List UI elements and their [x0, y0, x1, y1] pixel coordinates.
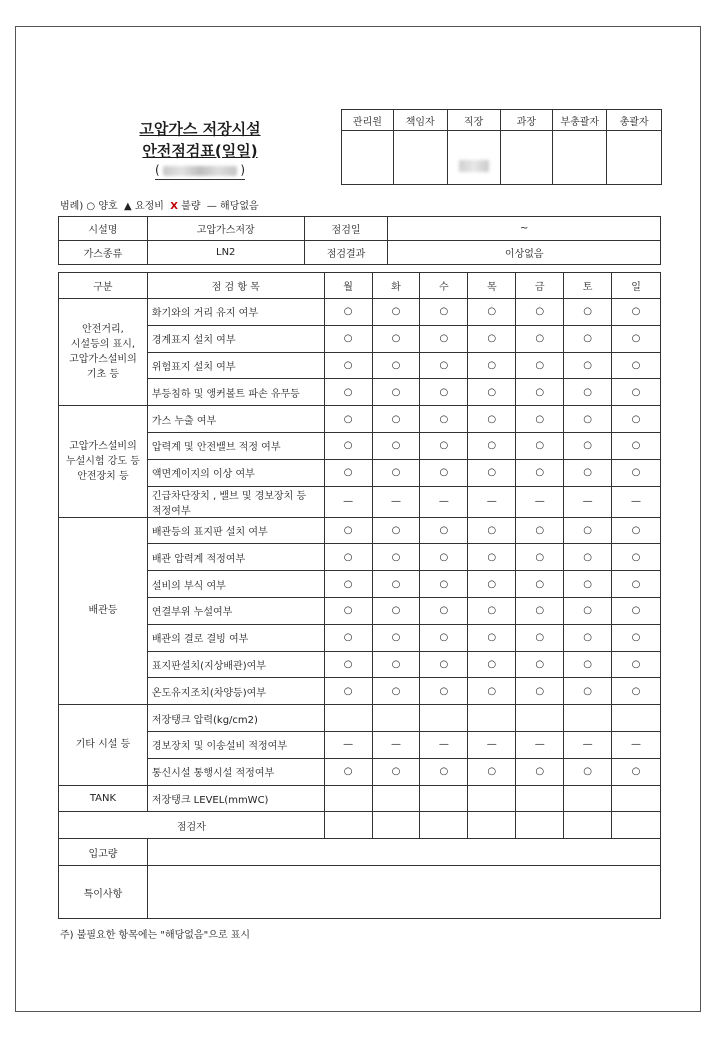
table-row: [59, 839, 661, 866]
check-mark-cell[interactable]: ○: [468, 597, 516, 624]
check-mark-cell[interactable]: ○: [612, 597, 661, 624]
footnote: 주) 불필요한 항목에는 "해당없음"으로 표시: [60, 930, 251, 941]
table-row: [59, 325, 661, 352]
column-header-day: 금: [516, 273, 564, 299]
check-mark-cell[interactable]: ○: [468, 432, 516, 459]
check-mark-cell[interactable]: ○: [612, 325, 661, 352]
facility-value[interactable]: 고압가스저장: [147, 217, 304, 241]
check-item-label: 압력계 및 안전밸브 적정 여부: [147, 432, 324, 459]
check-mark-cell[interactable]: —: [612, 486, 661, 517]
inspector-signature-cell[interactable]: [516, 812, 564, 839]
check-mark-cell[interactable]: ○: [324, 299, 372, 326]
redacted-date-blur: [163, 166, 237, 176]
check-mark-cell[interactable]: ○: [372, 379, 420, 406]
check-mark-cell[interactable]: ○: [564, 406, 612, 433]
check-mark-cell[interactable]: [324, 705, 372, 732]
check-mark-cell[interactable]: ○: [516, 678, 564, 705]
check-mark-cell[interactable]: ○: [420, 299, 468, 326]
check-mark-cell[interactable]: ○: [372, 678, 420, 705]
check-item-label: 배관등의 표지판 설치 여부: [147, 517, 324, 544]
check-mark-cell[interactable]: ○: [324, 758, 372, 785]
check-mark-cell[interactable]: ○: [372, 758, 420, 785]
approval-header-director: 총괄자: [607, 110, 662, 131]
check-mark-cell[interactable]: ○: [564, 597, 612, 624]
attention-symbol-icon: ▲: [124, 201, 132, 212]
check-mark-cell[interactable]: ○: [372, 352, 420, 379]
category-cell: 기타 시설 등: [59, 705, 148, 785]
check-mark-cell[interactable]: ○: [612, 517, 661, 544]
check-mark-cell[interactable]: ○: [468, 544, 516, 571]
check-mark-cell[interactable]: [516, 785, 564, 812]
document-title-line1: 고압가스 저장시설: [139, 120, 261, 138]
legend: 범례) ○ 양호 ▲ 요정비 X 불량 — 해당없음: [60, 201, 259, 212]
check-mark-cell[interactable]: ○: [372, 624, 420, 651]
check-mark-cell[interactable]: ○: [324, 571, 372, 598]
check-mark-cell[interactable]: [324, 785, 372, 812]
check-item-label: 경보장치 및 이송설비 적정여부: [147, 731, 324, 758]
inspection-date-value[interactable]: ~: [388, 217, 661, 241]
na-symbol-icon: —: [206, 201, 217, 212]
check-mark-cell[interactable]: ○: [420, 459, 468, 486]
check-mark-cell[interactable]: ○: [564, 758, 612, 785]
approval-signature-table: [341, 109, 662, 185]
check-mark-cell[interactable]: ○: [420, 651, 468, 678]
signature-box[interactable]: [500, 131, 553, 185]
check-mark-cell[interactable]: ○: [324, 544, 372, 571]
check-mark-cell[interactable]: ○: [372, 544, 420, 571]
column-header-day: 월: [324, 273, 372, 299]
check-mark-cell[interactable]: ○: [324, 459, 372, 486]
check-mark-cell[interactable]: —: [372, 731, 420, 758]
good-symbol-icon: ○: [86, 201, 96, 212]
check-mark-cell[interactable]: ○: [564, 544, 612, 571]
table-row: [59, 406, 661, 433]
check-item-label: 경계표지 설치 여부: [147, 325, 324, 352]
check-mark-cell[interactable]: ○: [420, 517, 468, 544]
check-mark-cell[interactable]: [516, 705, 564, 732]
check-mark-cell[interactable]: ○: [612, 459, 661, 486]
check-mark-cell[interactable]: ○: [516, 379, 564, 406]
column-header-day: 목: [468, 273, 516, 299]
check-mark-cell[interactable]: ○: [564, 325, 612, 352]
check-mark-cell[interactable]: ○: [324, 352, 372, 379]
check-mark-cell[interactable]: ○: [516, 352, 564, 379]
check-mark-cell[interactable]: [372, 705, 420, 732]
signature-box[interactable]: [342, 131, 394, 185]
check-mark-cell[interactable]: ○: [516, 325, 564, 352]
inspection-result-value[interactable]: 이상없음: [388, 241, 661, 265]
inspection-date-redacted: ( ): [155, 163, 245, 180]
check-mark-cell[interactable]: ○: [420, 379, 468, 406]
gas-type-label: 가스종류: [59, 241, 148, 265]
check-mark-cell[interactable]: ○: [468, 352, 516, 379]
check-mark-cell[interactable]: ○: [612, 379, 661, 406]
table-row: [59, 705, 661, 732]
bad-symbol-icon: X: [170, 201, 178, 212]
check-item-label: 연결부위 누설여부: [147, 597, 324, 624]
table-row: [59, 459, 661, 486]
table-row: [59, 299, 661, 326]
check-mark-cell[interactable]: ○: [420, 758, 468, 785]
signature-box[interactable]: [553, 131, 607, 185]
check-mark-cell[interactable]: —: [564, 486, 612, 517]
table-row: [59, 651, 661, 678]
check-item-label: 설비의 부식 여부: [147, 571, 324, 598]
check-mark-cell[interactable]: ○: [372, 299, 420, 326]
check-mark-cell[interactable]: —: [324, 731, 372, 758]
check-mark-cell[interactable]: ○: [420, 406, 468, 433]
table-row: [59, 486, 661, 517]
check-item-label: 표지판설치(지상배관)여부: [147, 651, 324, 678]
approval-header-foreman: 직장: [447, 110, 500, 131]
check-mark-cell[interactable]: ○: [468, 571, 516, 598]
check-item-label: 긴급차단장치 , 밸브 및 경보장치 등 적정여부: [147, 486, 324, 517]
table-row: [59, 785, 661, 812]
check-mark-cell[interactable]: ○: [468, 459, 516, 486]
check-mark-cell[interactable]: —: [420, 486, 468, 517]
check-mark-cell[interactable]: ○: [612, 406, 661, 433]
check-mark-cell[interactable]: ○: [612, 758, 661, 785]
check-mark-cell[interactable]: ○: [612, 571, 661, 598]
check-mark-cell[interactable]: ○: [564, 299, 612, 326]
check-mark-cell[interactable]: ○: [420, 597, 468, 624]
check-mark-cell[interactable]: ○: [516, 299, 564, 326]
gas-type-value[interactable]: LN2: [147, 241, 304, 265]
check-mark-cell[interactable]: [612, 785, 661, 812]
check-mark-cell[interactable]: ○: [420, 544, 468, 571]
check-mark-cell[interactable]: ○: [564, 678, 612, 705]
table-row: [59, 517, 661, 544]
table-row: [59, 352, 661, 379]
check-mark-cell[interactable]: ○: [564, 624, 612, 651]
check-item-label: 통신시설 통행시설 적정여부: [147, 758, 324, 785]
check-item-label: 가스 누출 여부: [147, 406, 324, 433]
approval-header-responsible: 책임자: [393, 110, 447, 131]
check-item-label: 온도유지조치(차양등)여부: [147, 678, 324, 705]
check-mark-cell[interactable]: ○: [564, 651, 612, 678]
inspector-label: 점검자: [59, 812, 325, 839]
check-item-label: 배관의 결로 결빙 여부: [147, 624, 324, 651]
signature-box[interactable]: [393, 131, 447, 185]
table-row: [59, 544, 661, 571]
category-cell: 배관등: [59, 517, 148, 705]
table-row: [59, 624, 661, 651]
check-mark-cell[interactable]: ○: [324, 325, 372, 352]
check-mark-cell[interactable]: ○: [372, 325, 420, 352]
check-mark-cell[interactable]: ○: [468, 406, 516, 433]
check-mark-cell[interactable]: ○: [612, 299, 661, 326]
column-header-day: 일: [612, 273, 661, 299]
check-mark-cell[interactable]: [612, 705, 661, 732]
category-cell: 안전거리, 시설등의 표시, 고압가스설비의 기초 등: [59, 299, 148, 406]
signature-box[interactable]: [607, 131, 662, 185]
check-mark-cell[interactable]: ○: [612, 651, 661, 678]
check-mark-cell[interactable]: ○: [468, 678, 516, 705]
check-mark-cell[interactable]: ○: [516, 571, 564, 598]
table-row: [59, 812, 661, 839]
check-mark-cell[interactable]: ○: [420, 432, 468, 459]
table-row: [59, 597, 661, 624]
check-mark-cell[interactable]: ○: [372, 459, 420, 486]
approval-header-manager: 관리원: [342, 110, 394, 131]
check-mark-cell[interactable]: [564, 785, 612, 812]
check-mark-cell[interactable]: ○: [564, 379, 612, 406]
check-mark-cell[interactable]: —: [516, 731, 564, 758]
intake-value-cell[interactable]: [147, 839, 660, 866]
check-mark-cell[interactable]: ○: [468, 379, 516, 406]
table-row: [59, 866, 661, 919]
check-mark-cell[interactable]: ○: [564, 517, 612, 544]
check-mark-cell[interactable]: ○: [372, 517, 420, 544]
check-mark-cell[interactable]: —: [468, 486, 516, 517]
check-mark-cell[interactable]: ○: [372, 571, 420, 598]
check-mark-cell[interactable]: ○: [420, 325, 468, 352]
check-mark-cell[interactable]: ○: [372, 406, 420, 433]
check-mark-cell[interactable]: ○: [516, 459, 564, 486]
check-mark-cell[interactable]: ○: [516, 597, 564, 624]
column-header-day: 토: [564, 273, 612, 299]
inspection-result-label: 점검결과: [304, 241, 388, 265]
intake-label: 입고량: [59, 839, 148, 866]
approval-header-section-chief: 과장: [500, 110, 553, 131]
check-mark-cell[interactable]: —: [564, 731, 612, 758]
inspector-signature-cell[interactable]: [324, 812, 372, 839]
check-mark-cell[interactable]: ○: [516, 432, 564, 459]
column-header-day: 수: [420, 273, 468, 299]
check-mark-cell[interactable]: ○: [612, 432, 661, 459]
check-mark-cell[interactable]: ○: [516, 544, 564, 571]
check-mark-cell[interactable]: ○: [516, 624, 564, 651]
check-item-label: 저장탱크 압력(kg/cm2): [147, 705, 324, 732]
check-mark-cell[interactable]: [420, 705, 468, 732]
inspection-date-label: 점검일: [304, 217, 388, 241]
check-mark-cell[interactable]: ○: [324, 624, 372, 651]
check-mark-cell[interactable]: ○: [516, 517, 564, 544]
check-mark-cell[interactable]: ○: [612, 678, 661, 705]
check-mark-cell[interactable]: ○: [612, 352, 661, 379]
check-mark-cell[interactable]: ○: [324, 432, 372, 459]
check-mark-cell[interactable]: ○: [516, 651, 564, 678]
check-item-label: 배관 압력계 적정여부: [147, 544, 324, 571]
inspector-signature-cell[interactable]: [420, 812, 468, 839]
check-item-label: 위험표지 설치 여부: [147, 352, 324, 379]
check-mark-cell[interactable]: ○: [324, 406, 372, 433]
table-row: [59, 731, 661, 758]
inspection-checklist-table: [58, 272, 661, 919]
check-mark-cell[interactable]: ○: [324, 517, 372, 544]
table-row: [59, 678, 661, 705]
check-mark-cell[interactable]: ○: [468, 651, 516, 678]
check-mark-cell[interactable]: ○: [372, 432, 420, 459]
check-mark-cell[interactable]: ○: [324, 678, 372, 705]
column-header-category: 구분: [59, 273, 148, 299]
check-mark-cell[interactable]: ○: [516, 406, 564, 433]
table-row: [59, 571, 661, 598]
check-mark-cell[interactable]: ○: [612, 624, 661, 651]
check-mark-cell[interactable]: ○: [420, 571, 468, 598]
check-mark-cell[interactable]: ○: [564, 571, 612, 598]
check-mark-cell[interactable]: ○: [468, 517, 516, 544]
check-mark-cell[interactable]: ○: [420, 352, 468, 379]
check-mark-cell[interactable]: [468, 785, 516, 812]
check-mark-cell[interactable]: [372, 785, 420, 812]
check-mark-cell[interactable]: —: [420, 731, 468, 758]
check-mark-cell[interactable]: ○: [468, 325, 516, 352]
check-mark-cell[interactable]: —: [324, 486, 372, 517]
inspector-signature-cell[interactable]: [372, 812, 420, 839]
check-mark-cell[interactable]: ○: [468, 299, 516, 326]
check-mark-cell[interactable]: ○: [612, 544, 661, 571]
signature-box[interactable]: [447, 131, 500, 185]
check-mark-cell[interactable]: ○: [564, 352, 612, 379]
check-mark-cell[interactable]: ○: [372, 597, 420, 624]
check-mark-cell[interactable]: ○: [372, 651, 420, 678]
category-cell: 고압가스설비의 누설시험 강도 등 안전장치 등: [59, 406, 148, 517]
check-mark-cell[interactable]: ○: [324, 651, 372, 678]
table-row: [59, 379, 661, 406]
check-mark-cell[interactable]: ○: [564, 459, 612, 486]
approval-header-deputy-director: 부총괄자: [553, 110, 607, 131]
check-mark-cell[interactable]: —: [612, 731, 661, 758]
column-header-item: 점 검 항 목: [147, 273, 324, 299]
check-item-label: 부등침하 및 앵커볼트 파손 유무등: [147, 379, 324, 406]
check-mark-cell[interactable]: ○: [468, 624, 516, 651]
table-row: [59, 758, 661, 785]
check-mark-cell[interactable]: [468, 705, 516, 732]
inspector-signature-cell[interactable]: [564, 812, 612, 839]
document-title-line2: 안전점검표(일일): [142, 142, 258, 160]
check-mark-cell[interactable]: ○: [468, 758, 516, 785]
check-mark-cell[interactable]: —: [372, 486, 420, 517]
column-header-day: 화: [372, 273, 420, 299]
facility-label: 시설명: [59, 217, 148, 241]
check-mark-cell[interactable]: ○: [420, 678, 468, 705]
check-mark-cell[interactable]: ○: [324, 597, 372, 624]
check-mark-cell[interactable]: —: [468, 731, 516, 758]
table-row: [59, 432, 661, 459]
check-mark-cell[interactable]: [564, 705, 612, 732]
check-mark-cell[interactable]: ○: [564, 432, 612, 459]
category-cell: TANK: [59, 785, 148, 812]
check-mark-cell[interactable]: ○: [324, 379, 372, 406]
check-mark-cell[interactable]: —: [516, 486, 564, 517]
check-mark-cell[interactable]: ○: [420, 624, 468, 651]
facility-info-table: [58, 216, 661, 265]
check-mark-cell[interactable]: ○: [516, 758, 564, 785]
remarks-label: 특이사항: [59, 866, 148, 919]
check-mark-cell[interactable]: [420, 785, 468, 812]
redacted-signature: [459, 160, 489, 172]
inspector-signature-cell[interactable]: [468, 812, 516, 839]
inspector-signature-cell[interactable]: [612, 812, 661, 839]
check-item-label: 액면계이지의 이상 여부: [147, 459, 324, 486]
check-item-label: 저장탱크 LEVEL(mmWC): [147, 785, 324, 812]
check-item-label: 화기와의 거리 유지 여부: [147, 299, 324, 326]
remarks-value-cell[interactable]: [147, 866, 660, 919]
